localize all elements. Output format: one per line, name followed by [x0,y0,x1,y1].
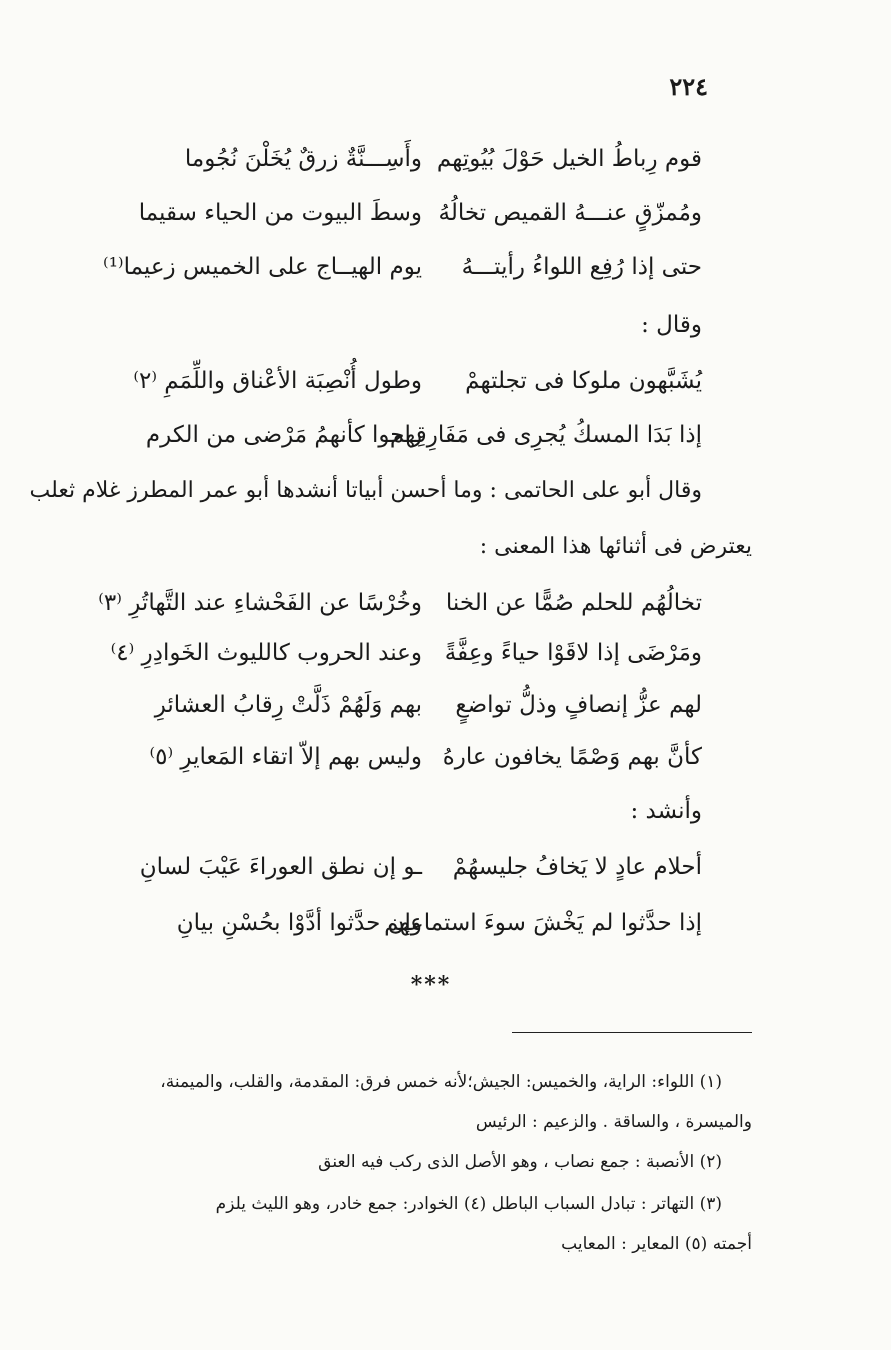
verse-4-first-hemistich: يُشَبَّهون ملوكا فى تجلتهمْ [465,368,702,394]
verse-1-first-hemistich: قوم رِباطُ الخيل حَوْلَ بُيُوتِهم [436,146,702,172]
section-separator: *** [410,972,452,998]
footnote-1-line-1: (١) اللواء: الراية، والخميس: الجيش؛لأنه خمس فرق: المقدمة، والقلب، والميمنة، [160,1072,722,1092]
verse-11-second-hemistich: وإن حدَّثوا أدَّوْا بحُسْنِ بيانِ [176,910,422,936]
verse-7-second-hemistich: وعند الحروب كالليوث الخَوادِرِ ⁽٤⁾ [110,640,422,666]
footnote-2: (٢) الأنصبة : جمع نصاب ، وهو الأصل الذى ركب فيه العنق [318,1152,722,1172]
verse-5-first-hemistich: إذا بَدَا المسكُ يُجرِى فى مَفَارِقِهم [389,422,702,448]
verse-7-first-hemistich: ومَرْضَى إذا لاقَوْا حياءً وعِفَّةً [444,640,702,666]
verse-6-second-hemistich: وخُرْسًا عن الفَحْشاءِ عند التَّهاتُرِ ⁽٣⁾ [98,590,422,616]
verse-3-second-hemistich: يوم الهيــاج على الخميس زعيما⁽¹⁾ [103,254,422,280]
verse-4-second-hemistich: وطول أُنْصِبَة الأعْناق واللِّمَمِ ⁽٢⁾ [133,368,422,394]
verse-11-first-hemistich: إذا حدَّثوا لم يَخْشَ سوءَ استماعهم [384,910,702,936]
paragraph-line-1: وقال أبو على الحاتمى : وما أحسن أبياتا أنشدها أبو عمر المطرز غلام ثعلب [29,478,702,503]
verse-8-first-hemistich: لهم عزُّ إنصافٍ وذلُّ تواضعٍ [455,692,702,718]
verse-9-second-hemistich: وليس بهم إلاّ اتقاء المَعايرِ ⁽٥⁾ [149,744,422,770]
verse-10-first-hemistich: أحلام عادٍ لا يَخافُ جليسهُمْ [452,854,702,880]
page-number: ٢٢٤ [669,72,708,101]
footnote-3-line-2: أجمته (٥) المعاير : المعايب [561,1234,752,1254]
footnote-3-line-1: (٣) التهاتر : تبادل السباب الباطل (٤) الخوادر: جمع خادر، وهو الليث يلزم [215,1194,722,1214]
paragraph-line-2: يعترض فى أثنائها هذا المعنى : [479,534,752,559]
heading-qala: وقال : [641,312,702,338]
verse-9-first-hemistich: كأنَّ بهم وَصْمًا يخافون عارهُ [442,744,702,770]
verse-2-first-hemistich: ومُمزّقٍ عنـــهُ القميص تخالُهُ [438,200,702,226]
footnote-1-line-2: والميسرة ، والساقة . والزعيم : الرئيس [475,1112,752,1132]
verse-2-second-hemistich: وسطَ البيوت من الحياء سقيما [138,200,422,226]
verse-5-second-hemistich: راحوا كأنهمُ مَرْضى من الكرم [145,422,422,448]
verse-3-first-hemistich: حتى إذا رُفِع اللواءُ رأيتـــهُ [461,254,702,280]
verse-8-second-hemistich: بهم وَلَهُمْ ذَلَّتْ رِقابُ العشائرِ [154,692,422,718]
verse-10-second-hemistich: ـو إن نطق العوراءَ عَيْبَ لسانِ [139,854,422,880]
verse-6-first-hemistich: تخالُهُم للحلم صُمًّا عن الخنا [445,590,702,616]
footnote-rule [512,1032,752,1033]
heading-anshad: وأنشد : [630,798,702,824]
verse-1-second-hemistich: وأَسِـــنَّةٌ زرقٌ يُخَلْنَ نُجُوما [184,146,422,172]
